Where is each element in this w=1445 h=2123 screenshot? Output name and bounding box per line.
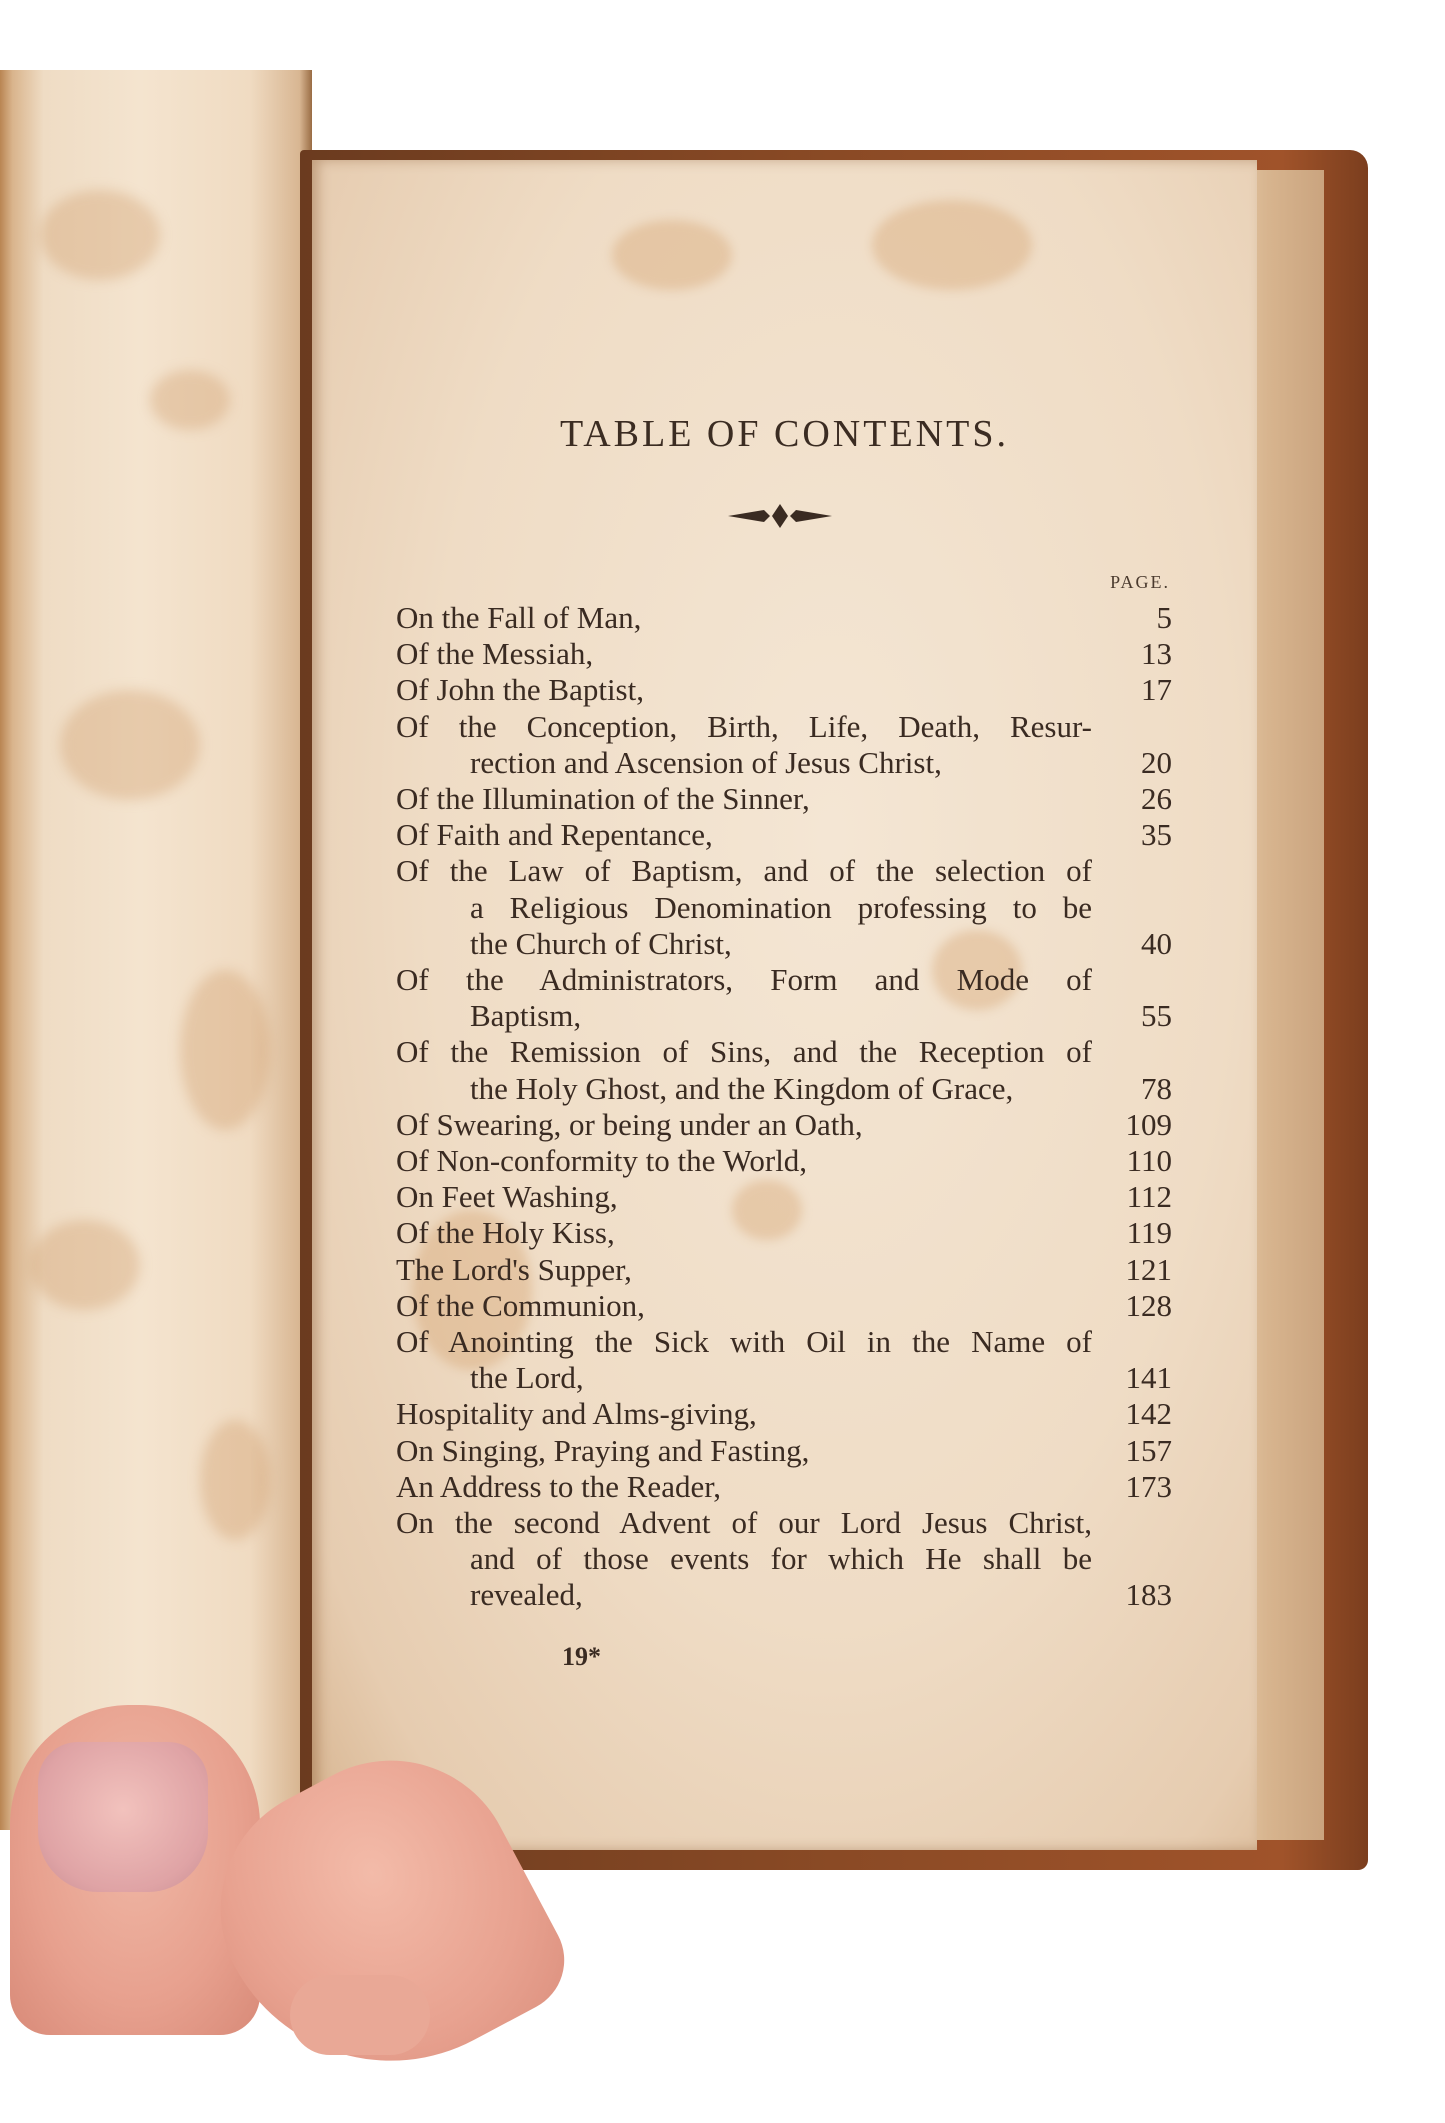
toc-entry-title: Of the Messiah, [396,636,594,672]
toc-line [396,1541,1172,1577]
toc-page-number: 55 [1141,998,1172,1034]
page-column-header: PAGE. [1110,572,1170,592]
toc-page-number [1092,1541,1172,1577]
toc-page-number [1092,1505,1172,1541]
toc-entry [396,1252,1172,1288]
toc-line [396,853,1172,889]
toc-page-number: 119 [1126,1215,1172,1251]
toc-entry [396,636,1172,672]
toc-line [396,672,1172,708]
toc-entry [396,1179,1172,1215]
toc-entry-title: Of John the Baptist, [396,672,644,708]
toc-entry [396,853,1172,962]
foxing-stain [872,200,1032,290]
toc-page-number: 26 [1141,781,1172,817]
toc-entry-title: and of those events for which He shall be [470,1541,1092,1577]
foxing-stain [60,690,200,800]
toc-page-number: 141 [1125,1360,1172,1396]
toc-line [396,1360,1172,1396]
toc-entry-title: Of Non-conformity to the World, [396,1143,808,1179]
toc-entry [396,1143,1172,1179]
toc-entry-title: Of the Illumination of the Sinner, [396,781,810,817]
foxing-stain [150,370,230,430]
toc-entry-title: Of the Communion, [396,1287,645,1323]
toc-page-number [1092,709,1172,745]
thumbnail-nail [38,1742,208,1892]
toc-line [396,1505,1172,1541]
toc-entry-title: the Lord, [470,1360,584,1396]
toc-line [396,1433,1172,1469]
toc-line [396,890,1172,926]
toc-entry-title: On the second Advent of our Lord Jesus Christ, [396,1505,1092,1541]
toc-page-number: 157 [1125,1432,1172,1468]
toc-line [396,1143,1172,1179]
toc-line [396,817,1172,853]
toc-line [396,600,1172,636]
toc-line [396,709,1172,745]
toc-line [396,1577,1172,1613]
toc-entry-title: rection and Ascension of Jesus Christ, [470,744,942,780]
toc-entry [396,817,1172,853]
toc-entry-title: Of the Law of Baptism, and of the selection of [396,853,1092,889]
toc-entry-title: An Address to the Reader, [396,1468,722,1504]
signature-mark: 19* [562,1642,601,1671]
toc-page-number: 183 [1125,1577,1172,1613]
toc-entry [396,1469,1172,1505]
foxing-stain [612,220,732,290]
toc-line [396,926,1172,962]
toc-line [396,1034,1172,1070]
page-title: TABLE OF CONTENTS. [560,413,1009,455]
toc-page-number: 142 [1125,1396,1172,1432]
toc-line [396,1215,1172,1251]
toc-entry-title: Of the Conception, Birth, Life, Death, Resur- [396,708,1092,744]
toc-page-number: 128 [1125,1287,1172,1323]
toc-entry-title: Of the Administrators, Form and Mode of [396,962,1092,998]
toc-page-number: 110 [1126,1143,1172,1179]
toc-entry [396,600,1172,636]
toc-entry-title: Baptism, [470,998,582,1034]
toc-line [396,1179,1172,1215]
toc-entry-title: Of the Holy Kiss, [396,1215,615,1251]
toc-page-number: 20 [1141,744,1172,780]
toc-page-number [1092,853,1172,889]
toc-page-number: 5 [1156,600,1172,635]
toc-entry-title: Of Faith and Repentance, [396,817,713,853]
toc-page-number: 78 [1141,1070,1172,1106]
toc-page-number: 121 [1125,1251,1172,1287]
toc-entry-title: The Lord's Supper, [396,1251,632,1287]
toc-entry [396,781,1172,817]
left-blank-page [0,70,312,1830]
toc-entry [396,1396,1172,1432]
toc-entry [396,1288,1172,1324]
toc-line [396,1324,1172,1360]
foxing-stain [200,1420,270,1540]
toc-page-number: 112 [1126,1179,1172,1215]
toc-entry [396,709,1172,781]
toc-page-number: 13 [1141,636,1172,672]
toc-entry [396,1324,1172,1396]
toc-line [396,1288,1172,1324]
foxing-stain [180,970,270,1130]
foxing-stain [40,190,160,280]
toc-page-number: 17 [1141,672,1172,708]
toc-entry-title: Of Anointing the Sick with Oil in the Name of [396,1324,1092,1360]
toc-entry-title: Hospitality and Alms-giving, [396,1396,757,1432]
toc-entry-title: Of Swearing, or being under an Oath, [396,1106,863,1142]
toc-line [396,745,1172,781]
toc-line [396,962,1172,998]
toc-entry [396,1107,1172,1143]
toc-entry-title: On Singing, Praying and Fasting, [396,1432,810,1468]
toc-line [396,1469,1172,1505]
toc-entry [396,962,1172,1034]
toc-entry [396,1505,1172,1614]
toc-line [396,1107,1172,1143]
toc-page-number: 35 [1141,817,1172,853]
toc-entry-title: On the Fall of Man, [396,600,642,635]
toc-page-number: 173 [1125,1468,1172,1504]
toc-line [396,1071,1172,1107]
toc-entry [396,1215,1172,1251]
toc-line [396,1396,1172,1432]
toc-entry-title: Of the Remission of Sins, and the Reception of [396,1034,1092,1070]
toc-page-number [1092,890,1172,926]
toc-entry-title: a Religious Denomination professing to be [470,889,1092,925]
toc-entry-title: the Church of Christ, [470,925,732,961]
toc-line [396,781,1172,817]
toc-page-number [1092,1324,1172,1360]
toc-page-number [1092,1034,1172,1070]
toc-page-number: 109 [1125,1106,1172,1142]
toc-entry [396,1034,1172,1106]
toc-entry-title: On Feet Washing, [396,1179,618,1215]
toc-line [396,998,1172,1034]
middle-finger [290,1975,430,2055]
toc-entry-title: revealed, [470,1577,583,1613]
toc-entry [396,1433,1172,1469]
toc-entry [396,672,1172,708]
toc-page-number [1092,962,1172,998]
toc-line [396,636,1172,672]
table-of-contents [396,600,1172,1614]
foxing-stain [30,1220,140,1310]
toc-page-number: 40 [1141,925,1172,961]
printer-ornament-icon [720,502,840,530]
toc-line [396,1252,1172,1288]
toc-entry-title: the Holy Ghost, and the Kingdom of Grace, [470,1070,1014,1106]
